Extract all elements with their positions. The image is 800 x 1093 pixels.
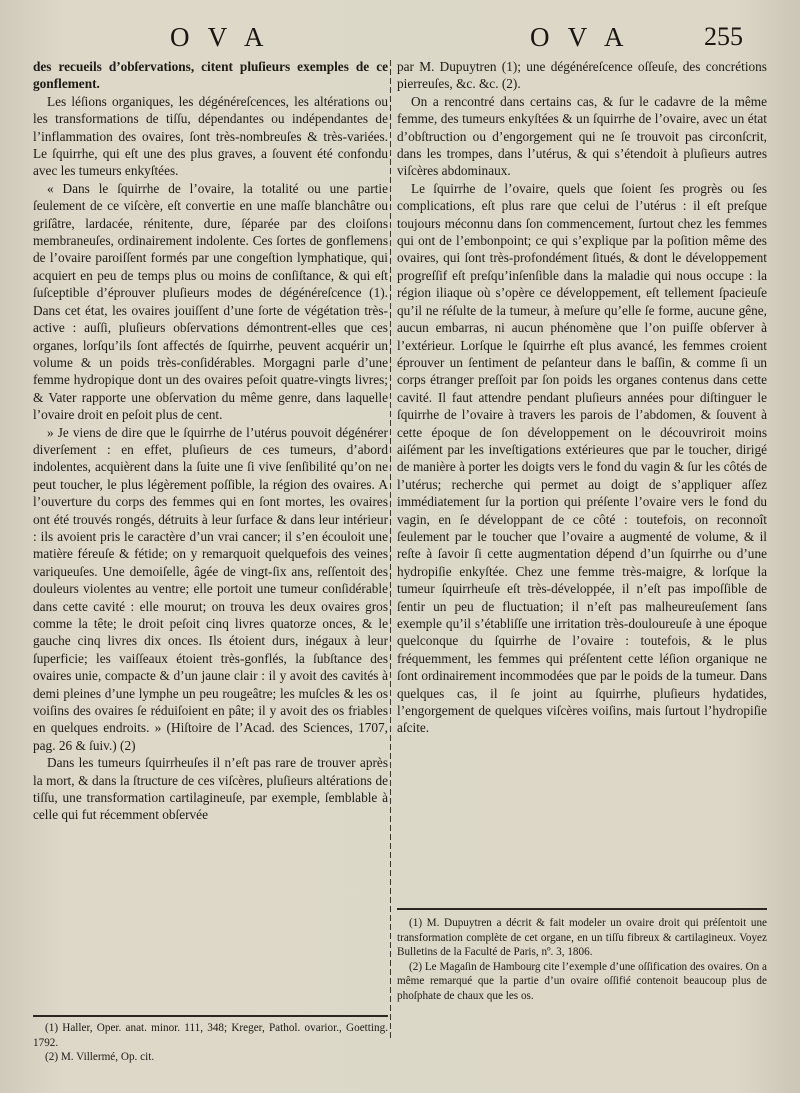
right-column bbox=[397, 58, 767, 737]
left-column bbox=[33, 58, 388, 824]
footnote: (2) M. Villermé, Op. cit. bbox=[45, 1051, 155, 1064]
column-divider bbox=[390, 60, 391, 1040]
paragraph: On a rencontré dans certains cas, & ſur le cadavre de la même femme, des tumeurs enkyſtées & un ſquirrhe de l’ovaire, avec un état d’obſtruction ou d’engorgement qui ne ſe trouvoit pas circonſcrit, dans les trompes, dans l’utérus, & qui s’étendoit à pluſieurs autres viſcères abdominaux. bbox=[397, 93, 767, 179]
footnote-divider-left bbox=[33, 1015, 388, 1017]
page-number: 255 bbox=[704, 22, 743, 51]
paragraph: » Je viens de dire que le ſquirrhe de l’utérus pouvoit dégénérer diverſement : en effet, pluſieurs de ces tumeurs, d’abord indolentes, acquièrent dans la ſuite une ſi vive ſenſibilité qu’on ne peut toucher, le plus légèrement poſſible, la région des ovaires. A l’ouverture du corps des femmes qui en ſont mortes, les ovaires ont été trouvés rongés, détruits à leur ſurface & dans leur intérieur : ils avoient pris le caractère d’un vrai cancer; il s’en écouloit une matière féreuſe & fétide; on y remarquoit quelquefois des veines variqueuſes. Une demoiſelle, âgée de vingt-ſix ans, reſſentoit des douleurs violentes au ventre; elle portoit une tumeur conſidérable dans cette cavité : elle mourut; on trouva les deux ovaires gros comme la tête; le droit peſoit cinq livres quatorze onces, & le gauche cinq livres dix onces. Ils étoient durs, inégaux à leur ſuperficie; les vaiſſeaux étoient très-gonflés, la ſubſtance des ovaires unie, compacte & d’un jaune clair : il y avoit des cavités à demi pleines d’une lymphe un peu rougeâtre; les muſcles & les os voiſins des ovaires ſe réduiſoient en pâte; il y avoit des os friables en quelques endroits. » (Hiſtoire de l’Acad. des Sciences, 1707, pag. 26 & ſuiv.) (2) bbox=[33, 424, 388, 753]
footnote: (1) M. Dupuytren a décrit & fait modeler un ovaire droit qui préſentoit une transformation complète de cet organe, en un tiſſu fibreux & cartilagineux. Voyez Bulletins de la Faculté de Paris, nº. 3, 1806. bbox=[397, 917, 767, 959]
paragraph: Dans les tumeurs ſquirrheuſes il n’eſt pas rare de trouver après la mort, & dans la ſtructure de ces viſcères, pluſieurs altérations de tiſſu, une transformation cartilagineuſe, par exemple, ſemblable à celle qui fut récemment obſervée bbox=[33, 755, 388, 823]
footnote: (2) Le Magaſin de Hambourg cite l’exemple d’une oſſification des ovaires. On a même remarqué que la partie d’un ovaire oſſifié contenoit beaucoup plus de phoſphate de chaux que les os. bbox=[397, 960, 767, 1002]
paragraph: des recueils d’obſervations, citent pluſieurs exemples de ce gonflement. bbox=[33, 59, 388, 92]
paragraph: « Dans le ſquirrhe de l’ovaire, la totalité ou une partie ſeulement de ce viſcère, eſt convertie en une maſſe blanchâtre ou griſâtre, lardacée, rénitente, dure, ſéparée par des cloiſons membraneuſes, ordinairement indolente. Ces ſortes de gonflemens de l’ovaire paroiſſent formés par une congeſtion lymphatique, qui acquiert en peu de temps plus ou moins de conſiſtance, & qui eſt ſuſceptible d’éprouver pluſieurs modes de dégénéreſcence (1). Dans cet état, les ovaires jouiſſent d’une ſorte de végétation très-active : auſſi, pluſieurs obſervations démontrent-elles que ces organes, lorſqu’ils ſont affectés de ſquirrhe, peuvent acquérir un volume & un poids très-conſidérables. Morgagni parle d’une femme hydropique dont un des ovaires peſoit quatre-vingts livres; & Vater rapporte une obſervation du même genre, dans laquelle l’ovaire droit en peſoit plus de cent. bbox=[33, 180, 388, 423]
header-left-title: O V A bbox=[170, 22, 270, 52]
paragraph: Le ſquirrhe de l’ovaire, quels que ſoient ſes progrès ou ſes complications, eſt plus rare que celui de l’utérus : il eſt preſque toujours méconnu dans ſon commencement, ſurtout chez les femmes qui ont de l’embonpoint; ce qui s’explique par la poſition même des ovaires, qui ſont très-profondément ſitués, & dont le développement progreſſif eſt preſqu’inſenſible dans la maladie qui nous occupe : la région iliaque où s’opère ce développement, eſt tellement ſpacieuſe qu’il ne réſulte de la tumeur, à meſure qu’elle ſe forme, aucune gêne, aucun embarras, ni aucun phénomène que l’on puiſſe obſerver à l’extérieur. Lorſque le ſquirrhe eſt plus avancé, les femmes croient éprouver un ſentiment de peſanteur dans le baſſin, & comme ſi un corps étranger preſſoit par ſon poids les organes contenus dans cette cavité. Il faut attendre pendant pluſieurs années pour diſtinguer le ſquirrhe de l’ovaire à travers les parois de l’abdomen, & ſouvent à cette époque de ſon développement on le découvriroit moins aiſément par les inveſtigations extérieures que par le toucher, dirigé de manière à porter les doigts vers le fond du vagin & ſur les côtés de l’utérus; recherche qui permet au doigt de s’appliquer aſſez immédiatement ſur la portion qui préſente l’ovaire vers le fond du vagin, en ſe développant de ce côté : toutefois, on reconnoît ſeulement par le toucher que l’ovaire a augmenté de volume, & il reſte à ſavoir ſi cette augmentation dépend d’un ſquirrhe ou d’une hydropiſie enkyſtée. Chez une femme très-maigre, & lorſque la tumeur ſquirrheuſe eſt très-développée, il n’eſt pas impoſſible de ſentir un peu de fluctuation; il n’eſt pas malheureuſement ſans exemple qu’il s’établiſſe une irritation très-douloureuſe à une époque quelconque du ſquirrhe de l’ovaire : toutefois, & le plus fréquemment, les femmes qui préſentent cette léſion organique ne ſont ordinairement incommodées que par le poids de la tumeur. Dans quelques cas, il ſe joint au ſquirrhe, pluſieurs hydatides, l’engorgement de quelques viſcères voiſins, mais ſurtout l’hydropiſie aſcite. bbox=[397, 180, 767, 736]
paragraph: Les léſions organiques, les dégénéreſcences, les altérations ou les transformations de tiſſu, dépendantes ou indépendantes de l’inflammation des ovaires, ſont très-nombreuſes & très-variées. Le ſquirrhe, qui eſt une des plus graves, a ſouvent été confondu avec les tumeurs enkyſtées. bbox=[33, 93, 388, 179]
header-center-title: O V A bbox=[530, 22, 630, 52]
footnote-divider-right bbox=[397, 908, 767, 910]
paragraph: par M. Dupuytren (1); une dégénéreſcence oſſeuſe, des concrétions pierreuſes, &c. &c. (2). bbox=[397, 59, 767, 92]
footnotes-right bbox=[397, 916, 767, 1004]
running-header bbox=[0, 22, 800, 56]
footnote: (1) Haller, Oper. anat. minor. 111, 348; Kreger, Pathol. ovarior., Goetting. 1792. bbox=[33, 1022, 388, 1049]
footnotes-left bbox=[33, 1021, 388, 1065]
